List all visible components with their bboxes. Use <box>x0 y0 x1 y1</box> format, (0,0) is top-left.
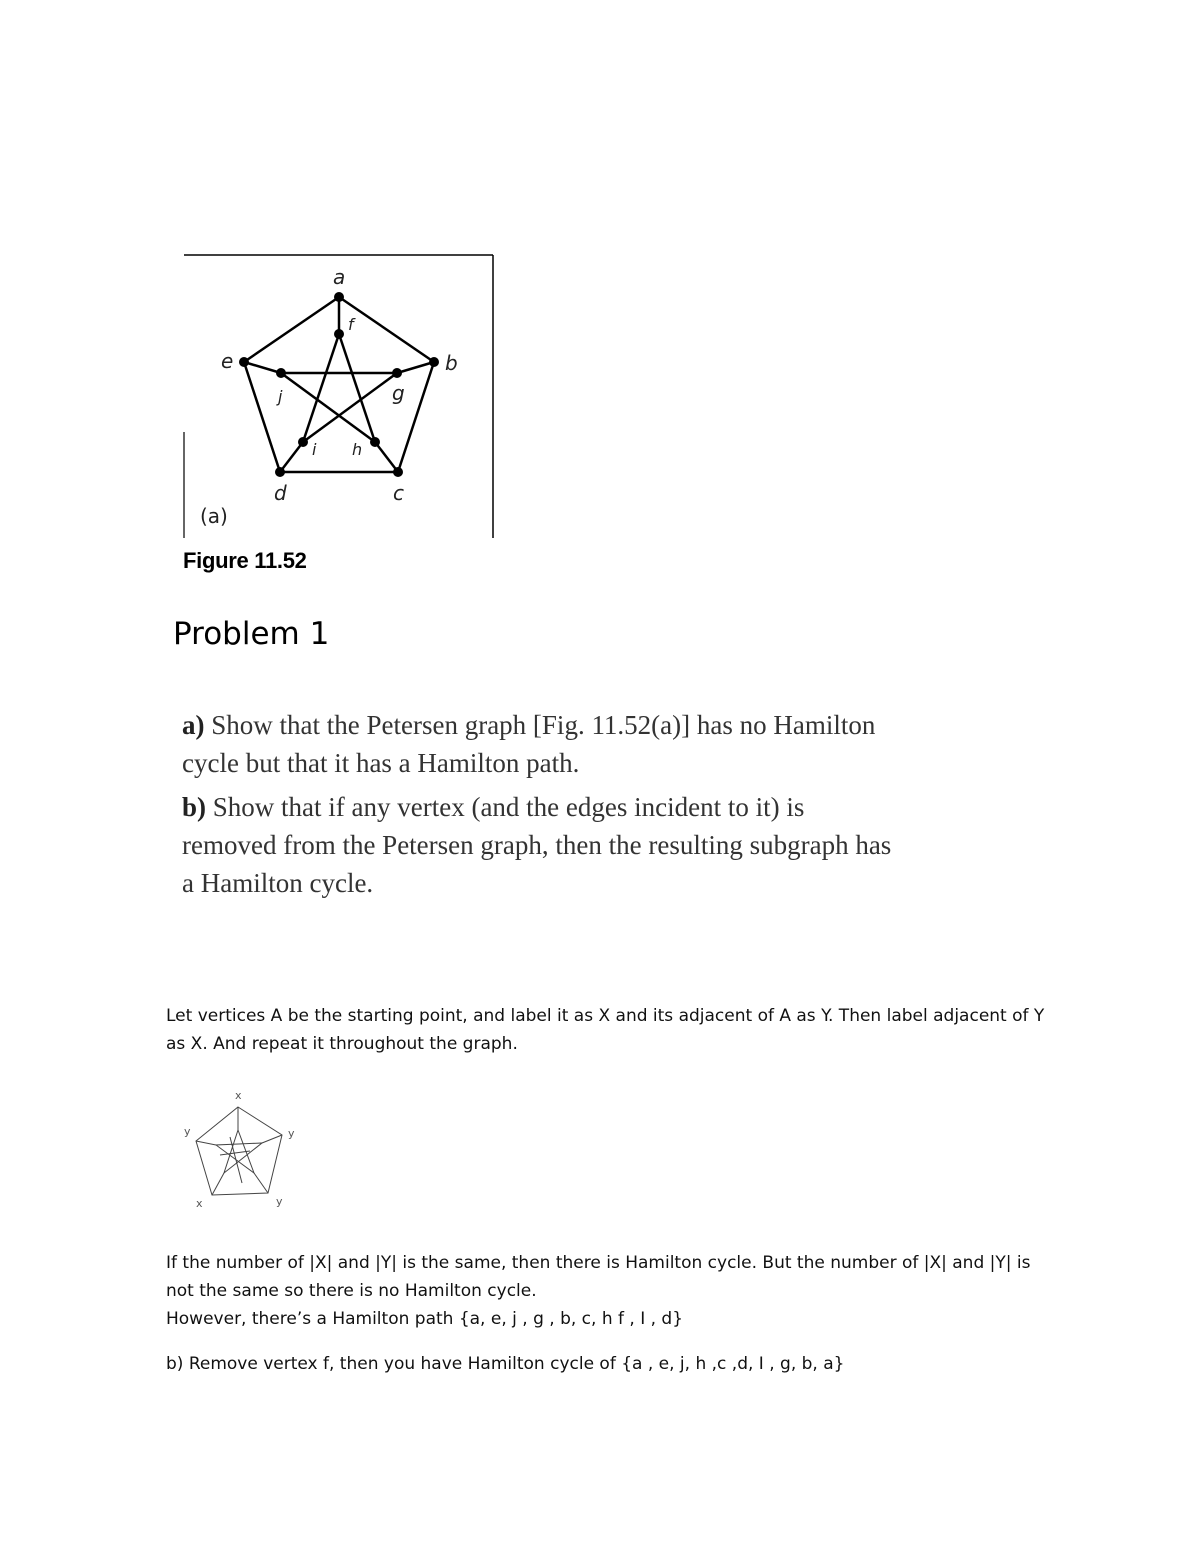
sketch-spoke-2 <box>262 1135 282 1143</box>
vertex-b <box>429 357 439 367</box>
sketch-spoke-4 <box>212 1173 224 1195</box>
problem-part-a <box>182 706 902 782</box>
part-a-text: Show that the Petersen graph [Fig. 11.52(a)] has no Hamilton cycle but that it has a Hamilton path. <box>182 710 876 778</box>
vertex-f <box>334 329 344 339</box>
vertex-j <box>276 368 286 378</box>
edge-e-j <box>244 362 281 373</box>
label-c: c <box>393 481 404 505</box>
label-a: a <box>333 265 346 289</box>
sketch-label-right: y <box>288 1127 295 1140</box>
sketch-label-left: y <box>184 1125 191 1138</box>
part-b-text: Show that if any vertex (and the edges incident to it) is removed from the Petersen graph, then the resulting subgraph has a Hamilton cycle. <box>182 792 892 898</box>
vertex-d <box>275 467 285 477</box>
part-b-marker: b) <box>182 792 207 822</box>
label-i: i <box>312 440 317 459</box>
edge-f-h <box>339 334 375 442</box>
edge-d-e <box>244 362 280 472</box>
part-a-marker: a) <box>182 710 205 740</box>
sketch-inner-star <box>216 1130 262 1173</box>
sketch-spoke-3 <box>254 1173 268 1193</box>
sketch-outer-pentagon <box>196 1107 282 1195</box>
answer-paragraph-2 <box>166 1249 1046 1333</box>
vertex-e <box>239 357 249 367</box>
vertex-a <box>334 292 344 302</box>
label-f: f <box>348 315 354 334</box>
problem-part-b <box>182 788 902 902</box>
edge-d-i <box>280 442 303 472</box>
label-d: d <box>274 481 287 505</box>
edge-e-a <box>244 297 339 362</box>
answer-paragraph-2-line-2: However, there’s a Hamilton path {a, e, j , g , b, c, h f , I , d} <box>166 1309 684 1329</box>
edge-b-c <box>398 362 434 472</box>
petersen-graph <box>182 252 496 542</box>
edge-h-j <box>281 373 375 442</box>
vertex-i <box>298 437 308 447</box>
answer-paragraph-1: Let vertices A be the starting point, and label it as X and its adjacent of A as Y. Then label adjacent of Y as X. And repeat it throughout the graph. <box>166 1006 1045 1054</box>
sketch-label-top: x <box>235 1089 242 1102</box>
label-g: g <box>392 381 405 405</box>
bipartite-sketch <box>180 1085 310 1215</box>
label-h: h <box>352 440 363 459</box>
edge-g-i <box>303 373 397 442</box>
vertex-g <box>392 368 402 378</box>
sketch-spoke-5 <box>196 1141 216 1145</box>
sketch-label-bottom-right: y <box>276 1195 283 1208</box>
answer-paragraph-3: b) Remove vertex f, then you have Hamilton cycle of {a , e, j, h ,c ,d, I , g, b, a} <box>166 1354 845 1374</box>
edge-f-i <box>303 334 339 442</box>
label-e: e <box>221 349 234 373</box>
sketch-label-bottom-left: x <box>196 1197 203 1210</box>
answer-paragraph-2-line-1: If the number of |X| and |Y| is the same, then there is Hamilton cycle. But the number of |X| and |Y| is not the same so there is no Hamilton cycle. <box>166 1253 1031 1301</box>
petersen-figure <box>182 252 496 542</box>
figure-panel-label: (a) <box>200 504 228 528</box>
vertex-c <box>393 467 403 477</box>
problem-title: Problem 1 <box>173 616 330 652</box>
figure-caption: Figure 11.52 <box>183 548 307 573</box>
edge-b-g <box>397 362 434 373</box>
vertex-h <box>370 437 380 447</box>
edge-c-h <box>375 442 398 472</box>
label-b: b <box>445 351 458 375</box>
label-j: j <box>278 387 283 406</box>
